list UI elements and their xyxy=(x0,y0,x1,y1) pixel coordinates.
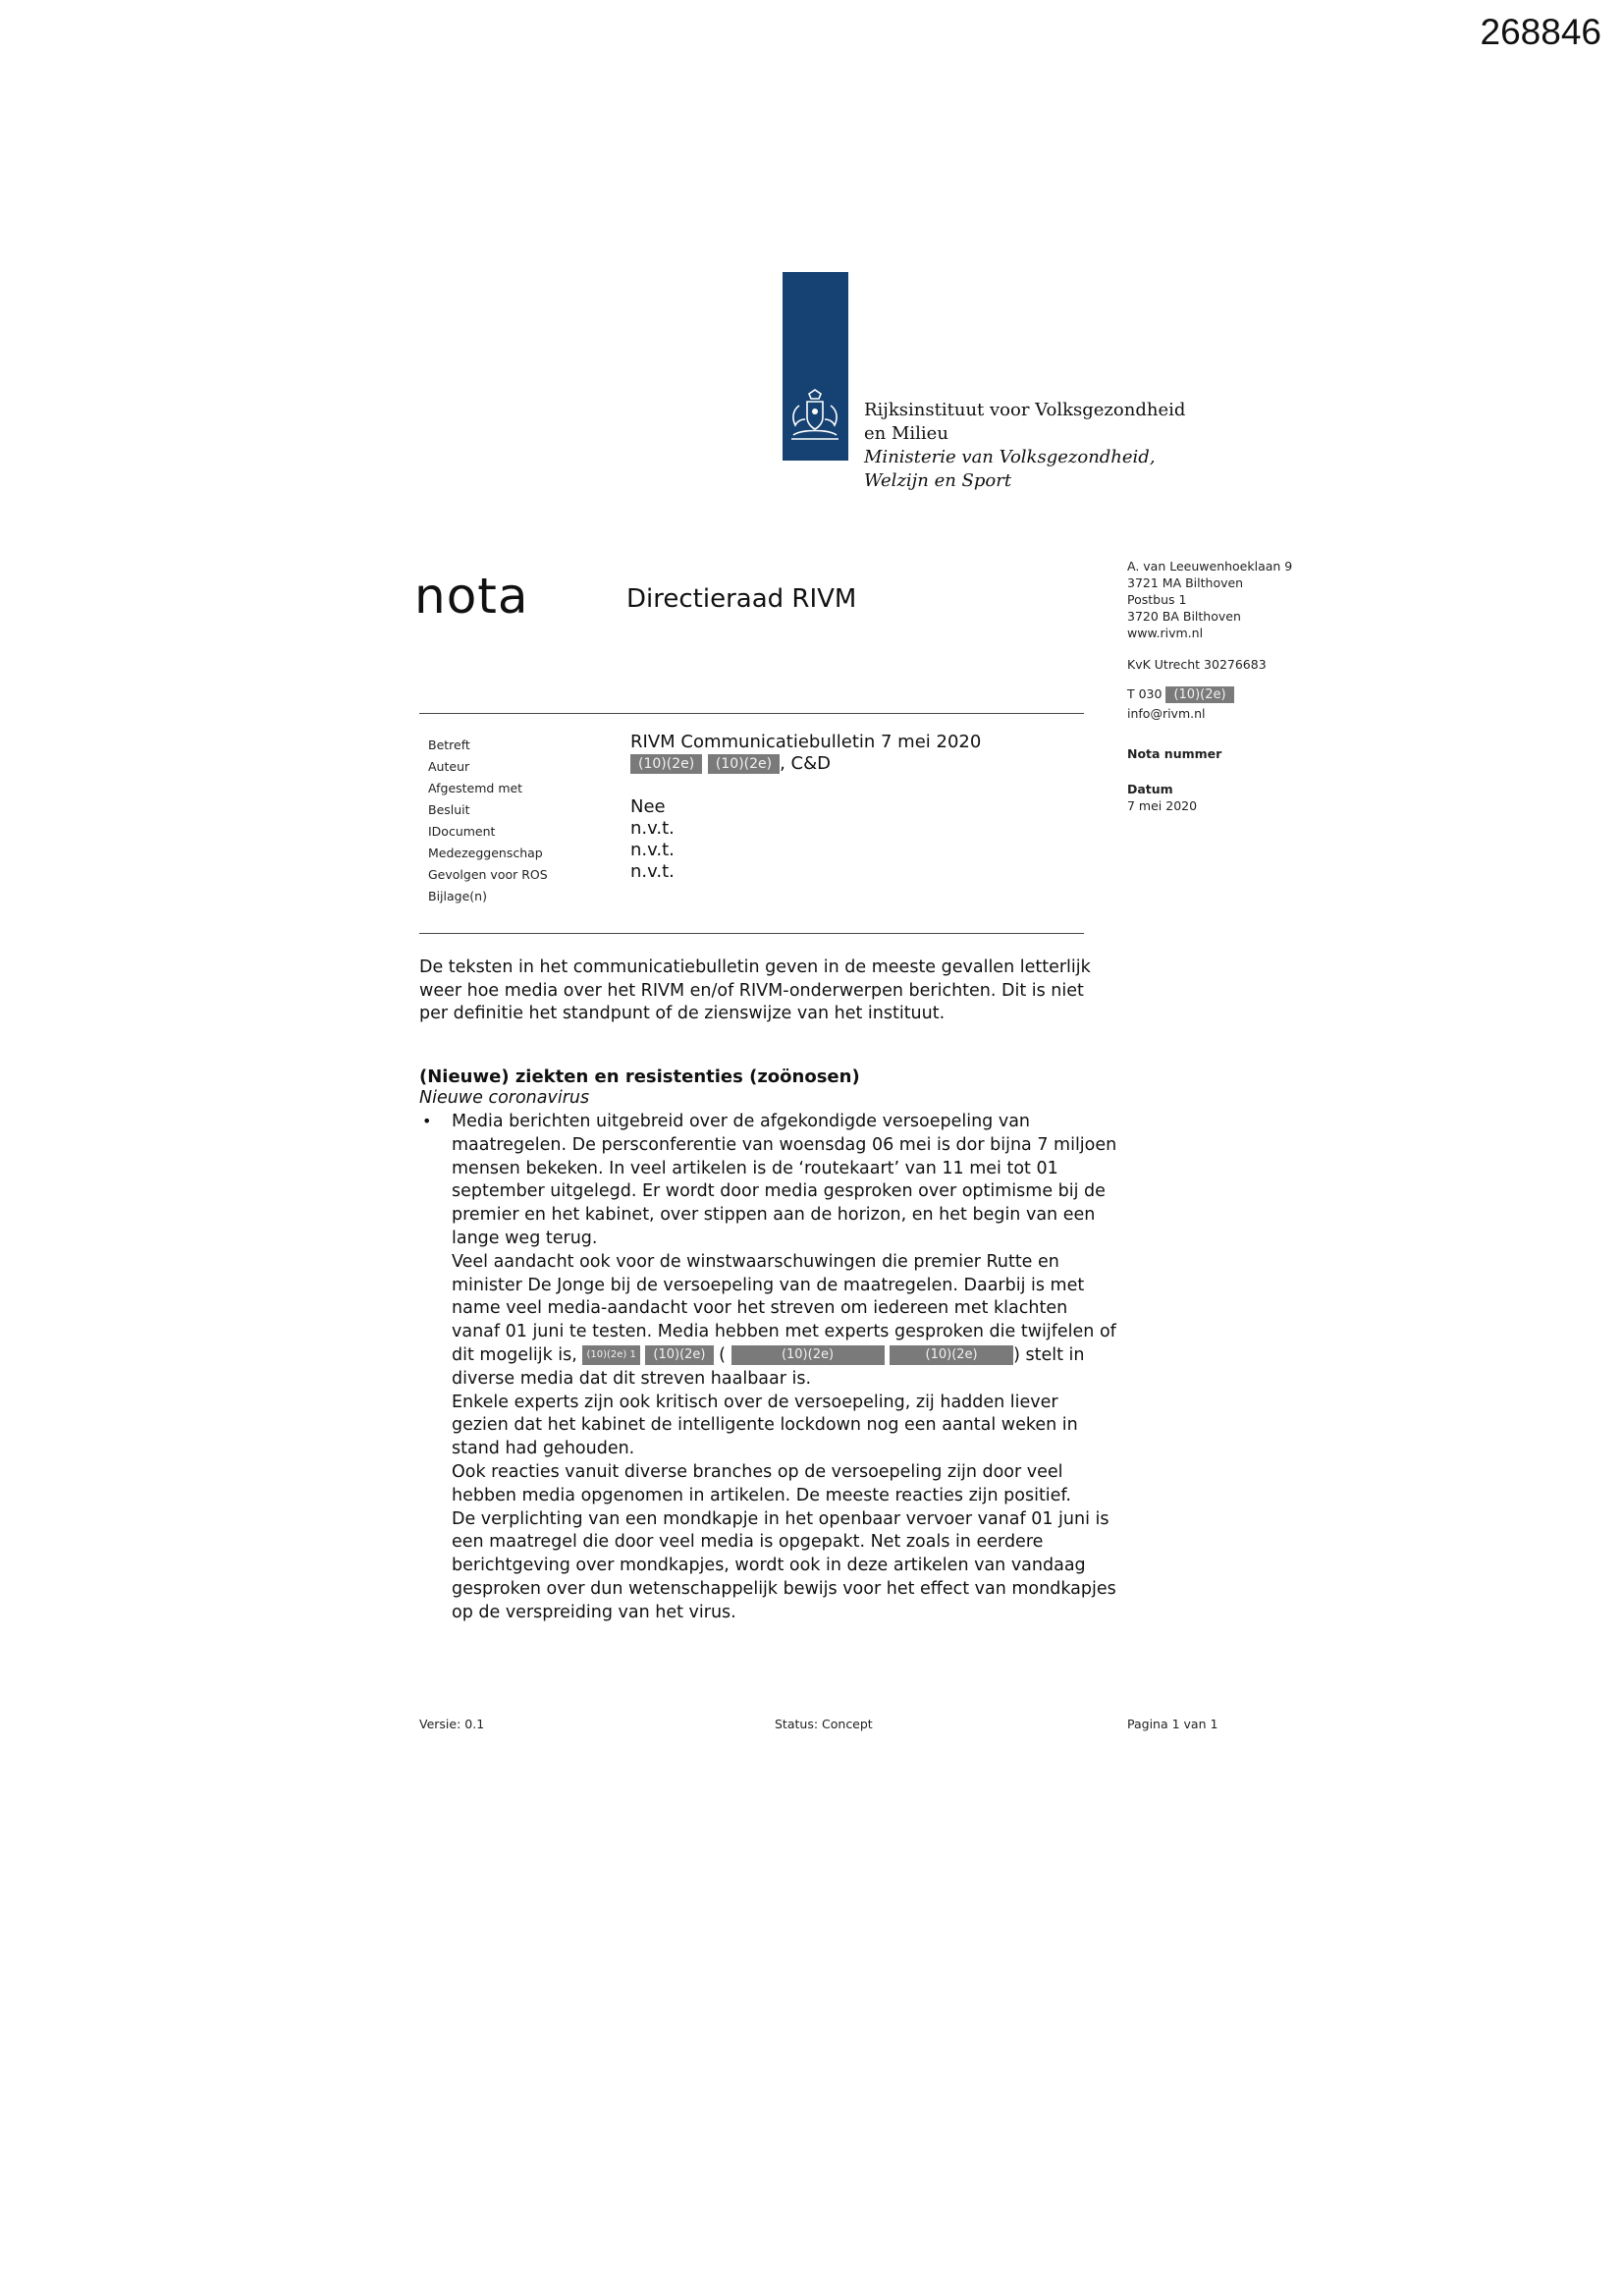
redaction-box: (10)(2e) xyxy=(645,1345,713,1365)
auteur-value xyxy=(630,753,981,775)
document-id: 268846 xyxy=(1480,12,1601,52)
redaction-box: (10)(2e) xyxy=(890,1345,1013,1365)
meta-values xyxy=(630,732,981,883)
meta-label: Auteur xyxy=(428,759,470,774)
section-heading: (Nieuwe) ziekten en resistenties (zoönosen) xyxy=(419,1066,860,1087)
redaction-box: (10)(2e) xyxy=(1165,686,1233,703)
kvk: KvK Utrecht 30276683 xyxy=(1127,657,1267,672)
logo-line-4: Welzijn en Sport xyxy=(864,470,1012,491)
nota-title: nota xyxy=(414,568,529,625)
paragraph-2-end: ) stelt in diverse media dat dit streven haalbaar is. xyxy=(452,1344,1085,1389)
address-street: A. van Leeuwenhoeklaan 9 xyxy=(1127,559,1293,574)
paragraph-2-text: Veel aandacht ook voor de winstwaarschuwingen die premier Rutte en minister De Jonge bij de versoepeling van de maatregelen. Daarbij is met name veel media-aandacht voor het streven om iedereen met klachten vanaf 01 juni te testen. Media hebben met experts gesproken die twijfelen of dit mogelijk is, xyxy=(452,1251,1116,1365)
logo-line-1: Rijksinstituut voor Volksgezondheid xyxy=(864,400,1186,420)
paragraph-4: Ook reacties vanuit diverse branches op de versoepeling zijn door veel hebben media opgenomen in artikelen. De meeste reacties zijn positief. xyxy=(452,1461,1071,1505)
footer-page: Pagina 1 van 1 xyxy=(1127,1717,1218,1731)
meta-label: Gevolgen voor ROS xyxy=(428,867,548,882)
sidebar-address xyxy=(1127,558,1292,641)
meta-label: Besluit xyxy=(428,802,470,817)
medezeggenschap-value: n.v.t. xyxy=(630,840,675,860)
meta-labels xyxy=(428,735,548,907)
address-postbus: Postbus 1 xyxy=(1127,592,1187,607)
betreft-value: RIVM Communicatiebulletin 7 mei 2020 xyxy=(630,732,982,752)
website: www.rivm.nl xyxy=(1127,626,1204,640)
redaction-box: (10)(2e) 1 xyxy=(582,1345,639,1365)
nota-nummer-label: Nota nummer xyxy=(1127,746,1222,761)
logo-line-2: en Milieu xyxy=(864,423,948,444)
logo-text xyxy=(864,399,1185,493)
redaction-box: (10)(2e) xyxy=(708,754,780,774)
paragraph-3: Enkele experts zijn ook kritisch over de versoepeling, zij hadden liever gezien dat het kabinet de intelligente lockdown nog een aantal weken in stand had gehouden. xyxy=(452,1392,1078,1459)
idocument-value: n.v.t. xyxy=(630,818,675,839)
afgestemd-value xyxy=(630,775,981,796)
datum-value: 7 mei 2020 xyxy=(1127,798,1198,813)
paragraph-1: Media berichten uitgebreid over de afgekondigde versoepeling van maatregelen. De persconferentie van woensdag 06 mei is dor bijna 7 miljoen mensen bekeken. In veel artikelen is de ‘routekaart’ van 11 mei tot 01 september uitgelegd. Er wordt door media gesproken over optimisme bij de premier en het kabinet, over stippen aan de horizon, en het begin van een lange weg terug. xyxy=(452,1112,1117,1248)
phone xyxy=(1127,685,1234,703)
auteur-suffix: , C&D xyxy=(780,753,832,774)
address-postcode: 3720 BA Bilthoven xyxy=(1127,609,1241,624)
divider-top xyxy=(419,713,1084,714)
paren-open: ( xyxy=(719,1344,726,1365)
footer-version: Versie: 0.1 xyxy=(419,1717,485,1731)
bullet-marker: • xyxy=(422,1112,432,1130)
meta-label: Betreft xyxy=(428,738,470,752)
address-city: 3721 MA Bilthoven xyxy=(1127,575,1244,590)
phone-prefix: T 030 xyxy=(1127,686,1163,701)
datum-label: Datum xyxy=(1127,782,1173,796)
bullet-body xyxy=(452,1111,1119,1625)
paragraph-2 xyxy=(452,1251,1119,1392)
gevolgen-value: n.v.t. xyxy=(630,861,675,882)
meta-label: Bijlage(n) xyxy=(428,889,487,903)
intro-paragraph: De teksten in het communicatiebulletin geven in de meeste gevallen letterlijk weer hoe media over het RIVM en/of RIVM-onderwerpen berichten. Dit is niet per definitie het standpunt of de zienswijze van het instituut. xyxy=(419,957,1091,1023)
email: info@rivm.nl xyxy=(1127,706,1206,721)
paragraph-5: De verplichting van een mondkapje in het openbaar vervoer vanaf 01 juni is een maatregel die door veel media is opgepakt. Net zoals in eerdere berichtgeving over mondkapjes, wordt ook in deze artikelen van vandaag gesproken over dun wetenschappelijk bewijs voor het effect van mondkapjes op de verspreiding van het virus. xyxy=(452,1508,1116,1622)
footer-status: Status: Concept xyxy=(775,1717,873,1731)
recipient: Directieraad RIVM xyxy=(626,584,857,614)
redaction-box: (10)(2e) xyxy=(630,754,702,774)
divider-bottom xyxy=(419,933,1084,934)
royal-crest-icon xyxy=(785,388,844,445)
redaction-box: (10)(2e) xyxy=(731,1345,885,1365)
logo-line-3: Ministerie van Volksgezondheid, xyxy=(864,447,1156,467)
meta-label: IDocument xyxy=(428,824,496,839)
section-subheading: Nieuwe coronavirus xyxy=(419,1088,590,1108)
besluit-value: Nee xyxy=(630,796,666,817)
meta-label: Medezeggenschap xyxy=(428,846,543,860)
meta-label: Afgestemd met xyxy=(428,781,523,795)
